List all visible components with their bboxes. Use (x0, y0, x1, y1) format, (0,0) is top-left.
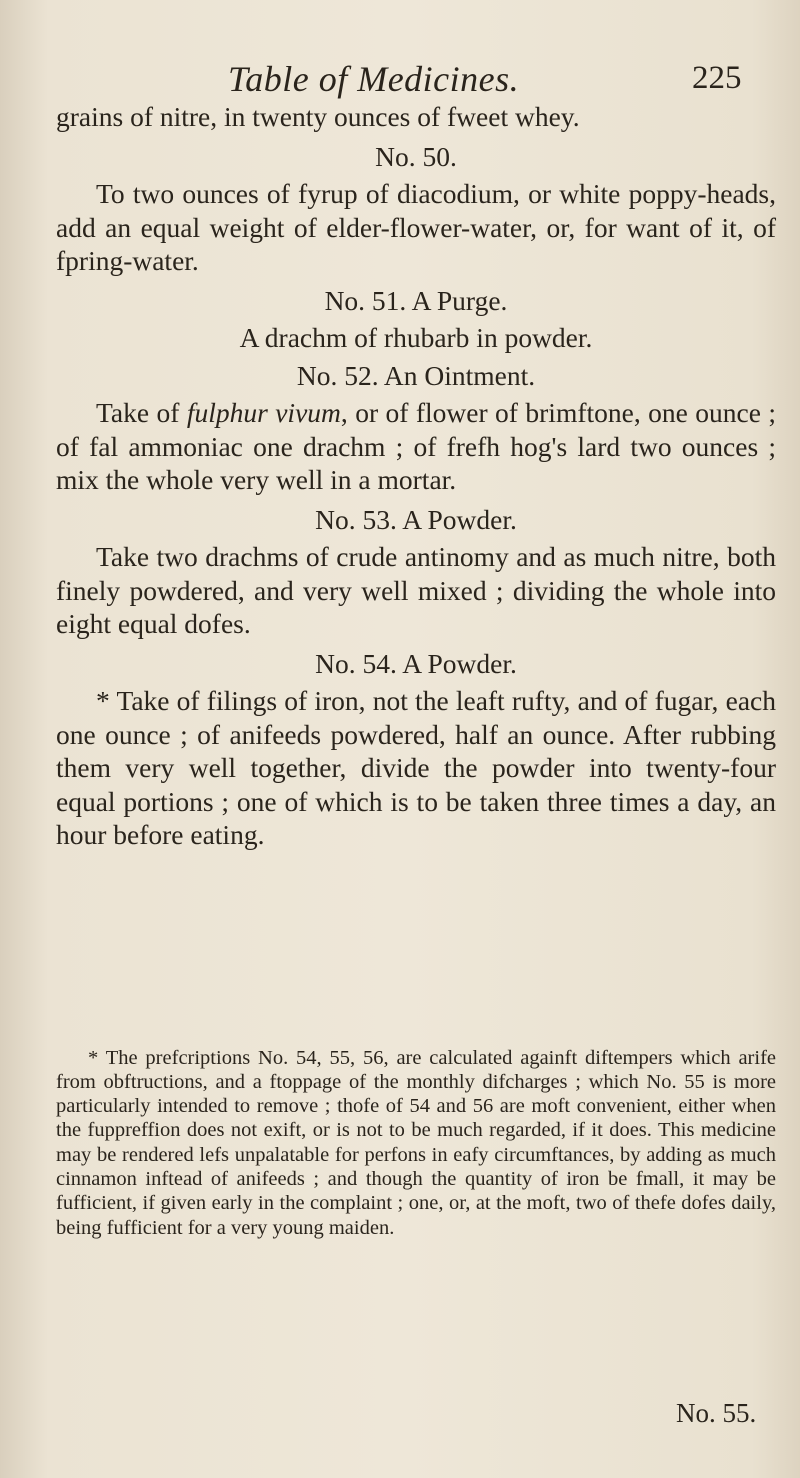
recipe-52-part-1: Take of (96, 397, 187, 428)
recipe-heading-51: No. 51. A Purge. (324, 284, 508, 316)
recipe-50-text: To two ounces of fyrup of diacodium, or white poppy-heads, add an equal weight of elder-flower-water, or, for want of it, of fpring-water. (56, 178, 776, 276)
paragraph-continuation: grains of nitre, in twenty ounces of fweet whey. (56, 101, 580, 132)
body-text (56, 100, 776, 852)
recipe-54-text: * Take of filings of iron, not the leaft rufty, and of fugar, each one ounce ; of anifeeds powdered, half an ounce. After rubbing them very well together, divide the powder into twenty-four equal portions ; one of which is to be taken three times a day, an hour before eating. (56, 685, 776, 850)
recipe-52-part-2: , or of flower of brimftone, one ounce ; of fal ammoniac one drachm ; of frefh hog's lard two ounces ; mix the whole very well in a mortar. (56, 397, 776, 495)
recipe-heading-53: No. 53. A Powder. (315, 503, 517, 535)
recipe-52-italic-term: fulphur vivum (186, 397, 341, 428)
recipe-heading-50: No. 50. (375, 140, 457, 172)
running-head (0, 58, 800, 98)
page-title: Table of Medicines. (228, 59, 520, 99)
footnote: * The prefcriptions No. 54, 55, 56, are calculated againft diftempers which arife from obftructions, and a ftoppage of the monthly difcharges ; which No. 55 is more particularly intended to remove ; thofe of 54 and 56 are moft convenient, either when the fuppreffion does not exift, or is not to be much regarded, if it does. This medicine may be rendered lefs unpalatable for perfons in eafy circumftances, by adding as much cinnamon inftead of anifeeds ; and though the quantity of iron be fmall, it may be fufficient, if given early in the complaint ; one, or, at the moft, two of thefe dofes daily, being fufficient for a very young maiden. (56, 1046, 776, 1239)
recipe-52-text (56, 396, 776, 497)
recipe-heading-54: No. 54. A Powder. (315, 647, 517, 679)
recipe-heading-52: No. 52. An Ointment. (296, 359, 536, 391)
page-number: 225 (692, 60, 742, 96)
recipe-51-text: A drachm of rhubarb in powder. (239, 322, 593, 353)
recipe-53-text: Take two drachms of crude antinomy and as much nitre, both finely powdered, and very well mixed ; dividing the whole into eight equal dofes. (56, 541, 776, 639)
catchword: No. 55. (676, 1398, 757, 1428)
